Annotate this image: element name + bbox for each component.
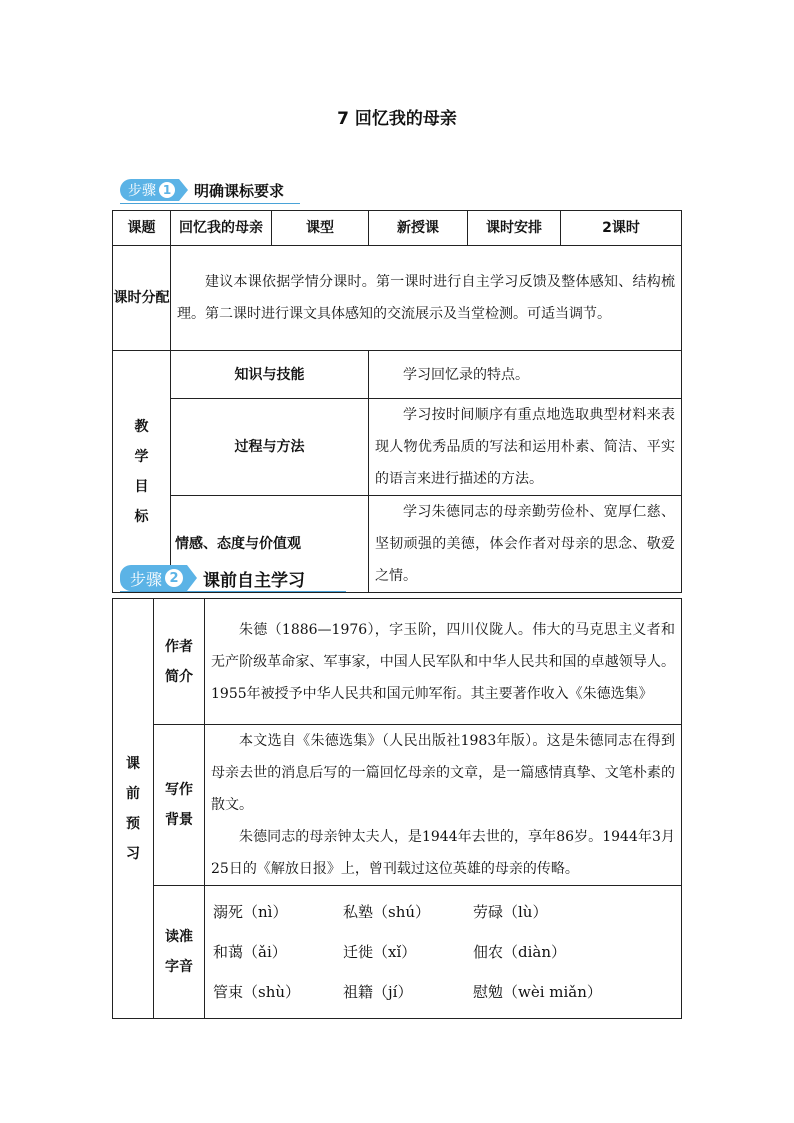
author-label: 作者简介 bbox=[154, 599, 205, 725]
background-text-2: 朱德同志的母亲钟太夫人，是1944年去世的，享年86岁。1944年3月25日的《解放日报》上，曾刊载过这位英雄的母亲的传略。 bbox=[211, 829, 675, 877]
step1-header bbox=[120, 178, 300, 202]
allocation-label: 课时分配 bbox=[113, 246, 171, 351]
goal-knowledge-text: 学习回忆录的特点。 bbox=[369, 351, 682, 399]
pron-item: 管束（shù） bbox=[213, 983, 301, 1001]
step1-badge-tail bbox=[179, 179, 188, 201]
pron-item: 和蔼（ǎi） bbox=[213, 943, 287, 961]
goal-process-label: 过程与方法 bbox=[171, 399, 369, 496]
goal-process-text: 学习按时间顺序有重点地选取典型材料来表现人物优秀品质的写法和运用朴素、简洁、平实的语言来进行描述的方法。 bbox=[369, 399, 682, 496]
goal-knowledge-label: 知识与技能 bbox=[171, 351, 369, 399]
pron-item: 慰勉（wèi miǎn） bbox=[473, 983, 602, 1001]
step2-badge bbox=[120, 565, 187, 591]
header-type-value: 新授课 bbox=[369, 211, 468, 246]
goal-emotion-label: 情感、态度与价值观 bbox=[171, 496, 369, 593]
step2-badge-tail bbox=[187, 565, 197, 591]
background-cell bbox=[205, 725, 682, 886]
pron-item: 祖籍（jí） bbox=[343, 983, 413, 1001]
header-topic-value: 回忆我的母亲 bbox=[171, 211, 272, 246]
step2-label: 课前自主学习 bbox=[203, 570, 306, 591]
goal-emotion-text: 学习朱德同志的母亲勤劳俭朴、宽厚仁慈、坚韧顽强的美德，体会作者对母亲的思念、敬爱之情。 bbox=[369, 496, 682, 593]
step2-badge-text: 步骤 bbox=[130, 569, 163, 589]
step1-badge bbox=[120, 179, 179, 201]
header-topic: 课题 bbox=[113, 211, 171, 246]
preview-side-label: 课前预习 bbox=[113, 599, 154, 1019]
pronunciation-cell bbox=[205, 886, 682, 1019]
pronunciation-label: 读准字音 bbox=[154, 886, 205, 1019]
pronunciation-row bbox=[213, 932, 673, 972]
allocation-text: 建议本课依据学情分课时。第一课时进行自主学习反馈及整体感知、结构梳理。第二课时进行课文具体感知的交流展示及当堂检测。可适当调节。 bbox=[171, 246, 682, 351]
header-schedule: 课时安排 bbox=[468, 211, 561, 246]
pron-item: 佃农（diàn） bbox=[473, 943, 567, 961]
background-text-1: 本文选自《朱德选集》（人民出版社1983年版）。这是朱德同志在得到母亲去世的消息后写的一篇回忆母亲的文章，是一篇感情真挚、文笔朴素的散文。 bbox=[211, 733, 675, 813]
step2-underline bbox=[120, 591, 346, 592]
step1-label: 明确课标要求 bbox=[194, 181, 285, 200]
pronunciation-row bbox=[213, 892, 673, 932]
step2-number: 2 bbox=[165, 569, 183, 587]
step1-badge-text: 步骤 bbox=[128, 183, 156, 199]
header-type: 课型 bbox=[272, 211, 369, 246]
header-schedule-value: 2课时 bbox=[561, 211, 682, 246]
step2-header bbox=[120, 566, 346, 590]
pron-item: 劳碌（lù） bbox=[473, 903, 548, 921]
step1-number: 1 bbox=[159, 182, 175, 198]
course-requirement-table bbox=[112, 210, 682, 593]
step1-underline bbox=[120, 203, 300, 204]
author-text: 朱德（1886—1976），字玉阶，四川仪陇人。伟大的马克思主义者和无产阶级革命家、军事家，中国人民军队和中华人民共和国的卓越领导人。1955年被授予中华人民共和国元帅军衔。其主要著作收入《朱德选集》 bbox=[205, 599, 682, 725]
pronunciation-row bbox=[213, 972, 673, 1012]
pron-item: 私塾（shú） bbox=[343, 903, 431, 921]
page-title: 7 回忆我的母亲 bbox=[337, 109, 457, 129]
pron-item: 溺死（nì） bbox=[213, 903, 288, 921]
pron-item: 迁徙（xǐ） bbox=[343, 943, 417, 961]
background-label: 写作背景 bbox=[154, 725, 205, 886]
preview-table bbox=[112, 598, 682, 1019]
goals-label: 教学目标 bbox=[113, 351, 171, 593]
